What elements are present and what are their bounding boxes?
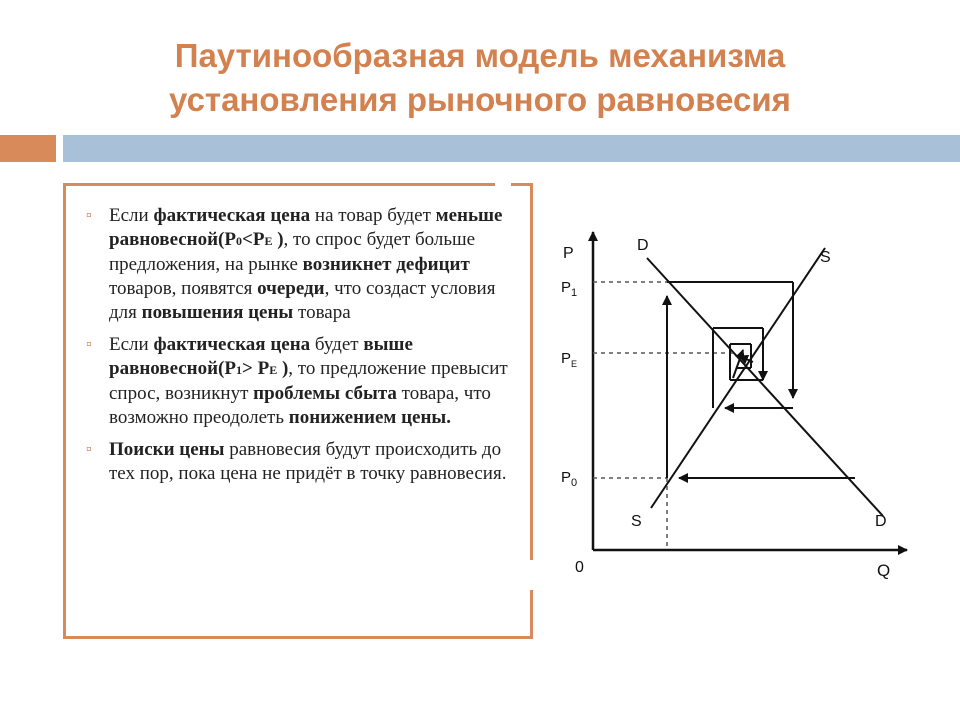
accent-band-orange xyxy=(0,135,56,162)
cobweb-diagram xyxy=(555,220,915,590)
y-axis-label: P xyxy=(563,245,574,262)
accent-band-blue xyxy=(63,135,960,162)
supply-label-bottom: S xyxy=(631,513,642,530)
origin-label: 0 xyxy=(575,559,584,576)
frame-gap xyxy=(495,181,511,189)
bullet-list xyxy=(84,204,524,494)
bullet-marker: ▫ xyxy=(86,336,92,353)
bullet-marker: ▫ xyxy=(86,207,92,224)
p1-label: $P_1$ xyxy=(561,279,578,299)
bullet-item-1: ▫ Если фактическая цена на товар будет меньше равновесной(P0<PE ), то спрос будет больше предложения, на рынке возникнет дефицит товаров, появятся очереди, что создаст условия для повышения цены товара xyxy=(86,205,503,323)
title-line-2: установления рыночного равновесия xyxy=(169,81,791,118)
p0-label: $P_0$ xyxy=(561,469,578,489)
slide-title xyxy=(0,34,960,122)
supply-curve xyxy=(651,248,825,508)
bullet-marker: ▫ xyxy=(86,441,92,458)
pe-label: $P_E$ xyxy=(561,350,578,369)
bullet-item-2: ▫ Если фактическая цена будет выше равновесной(P1> PE ), то предложение превысит спрос, возникнут проблемы сбыта товара, что возможно преодолеть понижением цены. xyxy=(86,334,508,428)
bullet-item-3: ▫ Поиски цены равновесия будут происходить до тех пор, пока цена не придёт в точку равновесия. xyxy=(86,439,507,484)
supply-label-top: S xyxy=(820,249,831,266)
demand-label-top: D xyxy=(637,237,649,254)
title-line-1: Паутинообразная модель механизма xyxy=(174,37,786,74)
frame-gap xyxy=(528,560,536,590)
demand-label-bottom: D xyxy=(875,513,887,530)
x-axis-label: Q xyxy=(877,561,891,580)
